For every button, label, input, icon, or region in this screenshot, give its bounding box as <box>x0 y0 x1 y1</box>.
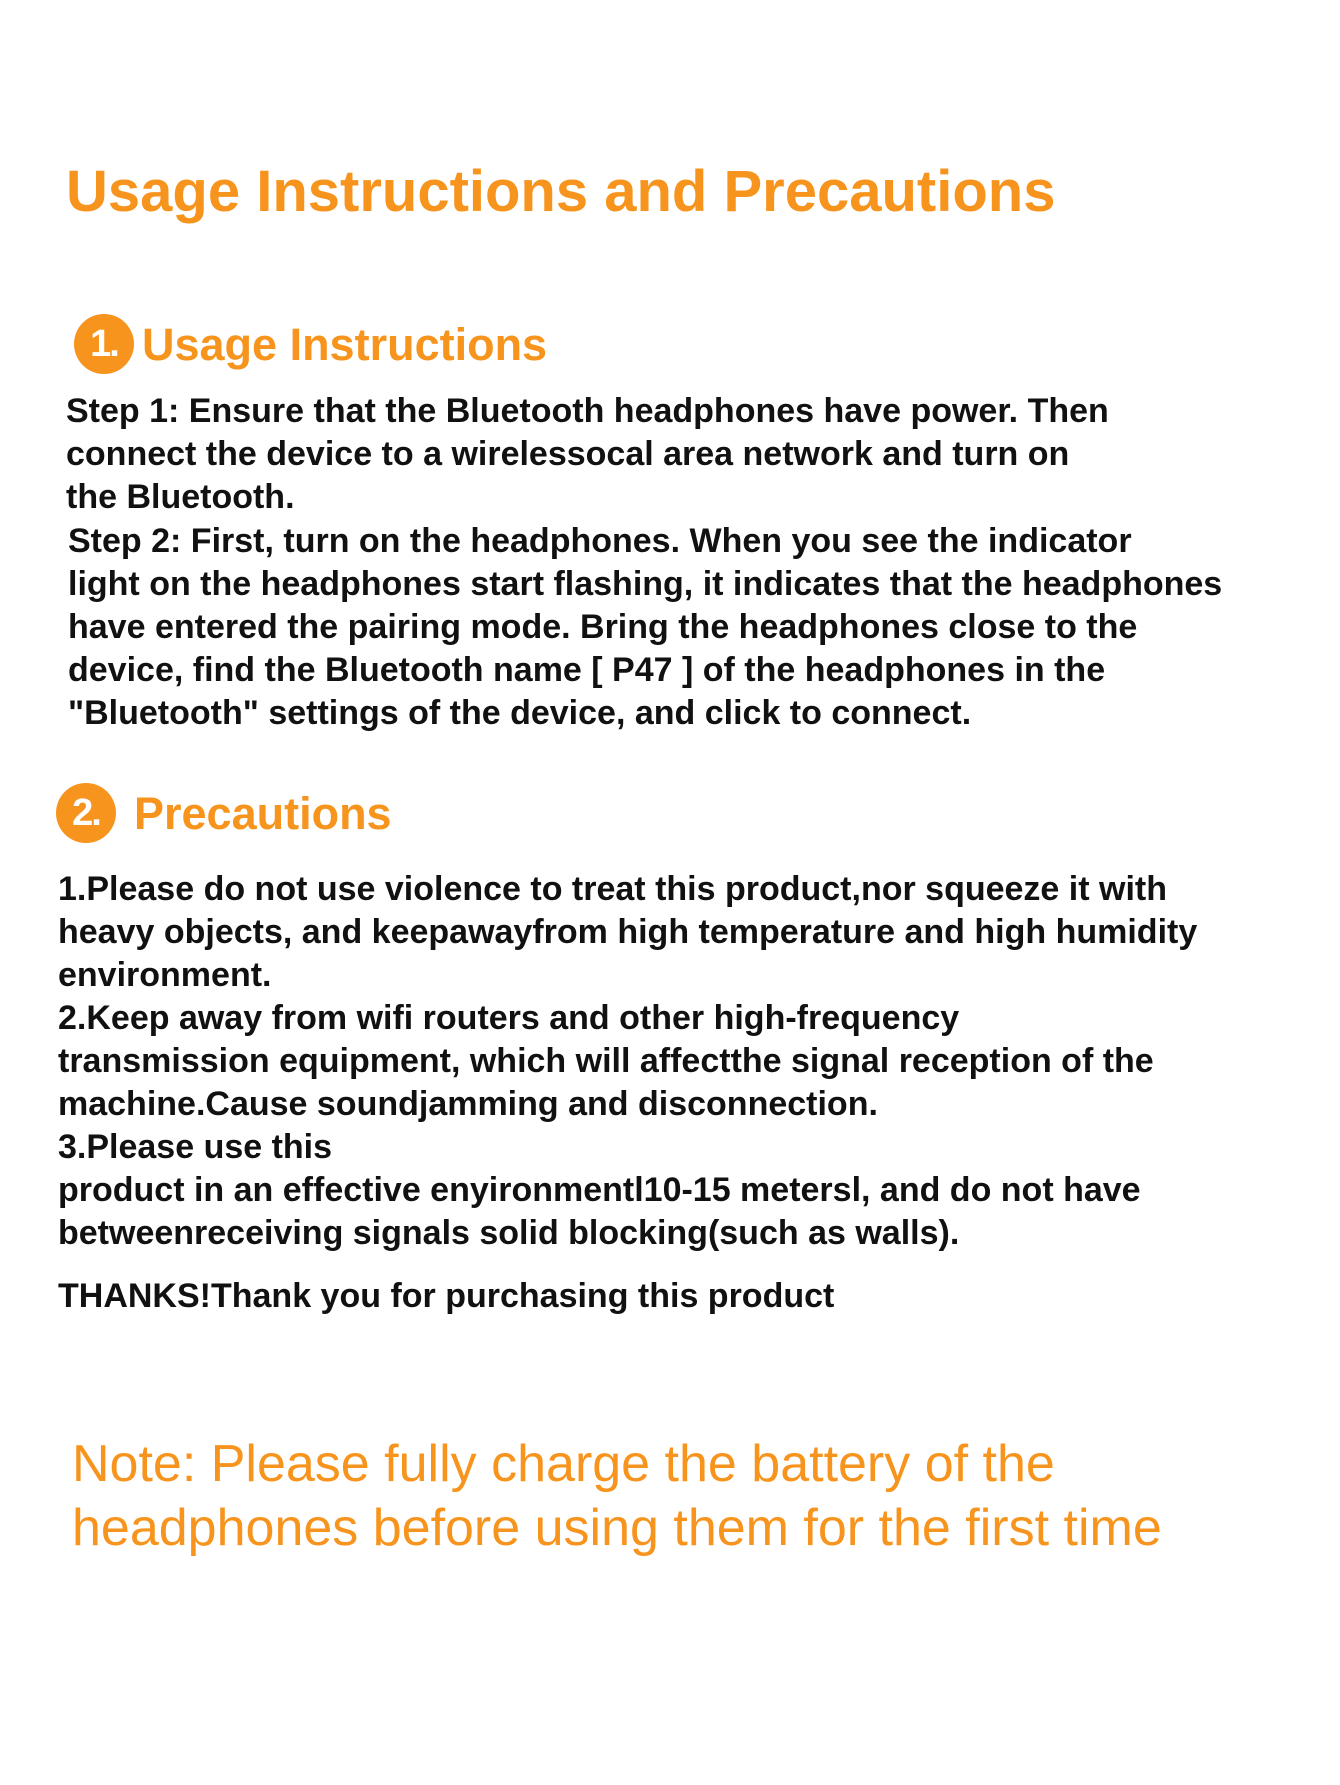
number-two-badge-icon: 2. <box>56 783 116 843</box>
precautions-heading <box>56 783 392 843</box>
charging-note: Note: Please fully charge the battery of the headphones before using them for the first time <box>72 1435 1162 1557</box>
usage-instructions-heading <box>74 314 547 374</box>
thanks-message: THANKS!Thank you for purchasing this product <box>58 1277 835 1315</box>
usage-step-1: Step 1: Ensure that the Bluetooth headphones have power. Then connect the device to a wirelessocal area network and turn on the Bluetooth. <box>66 392 1109 516</box>
number-one-badge-icon: 1. <box>74 314 134 374</box>
precaution-item-3: 3.Please use this product in an effective enyironmentl10-15 metersl, and do not have betweenreceiving signals solid blocking(such as walls). <box>58 1128 1141 1252</box>
usage-step-2: Step 2: First, turn on the headphones. When you see the indicator light on the headphones start flashing, it indicates that the headphones have entered the pairing mode. Bring the headphones close to the device, find the Bluetooth name [ P47 ] of the headphones in the "Bluetooth" settings of the device, and click to connect. <box>68 522 1223 732</box>
precautions-title: Precautions <box>134 787 392 839</box>
usage-instructions-title: Usage Instructions <box>142 318 548 370</box>
precaution-item-1: 1.Please do not use violence to treat this product,nor squeeze it with heavy objects, and keepawayfrom high temperature and high humidity environment. <box>58 870 1198 994</box>
precaution-item-2: 2.Keep away from wifi routers and other high-frequency transmission equipment, which will affectthe signal reception of the machine.Cause soundjamming and disconnection. <box>58 999 1154 1123</box>
page-title: Usage Instructions and Precautions <box>66 159 1056 224</box>
